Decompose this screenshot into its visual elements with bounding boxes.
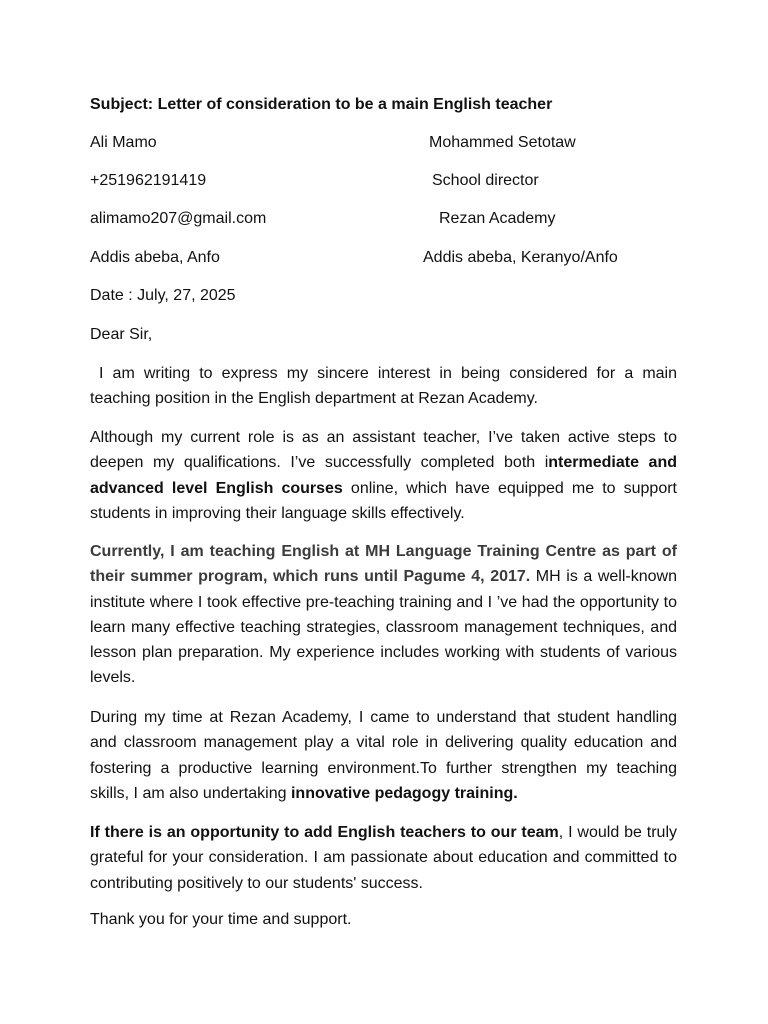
paragraph-rezan-experience xyxy=(90,705,677,806)
paragraph-opportunity-bold: If there is an opportunity to add English teachers to our team xyxy=(90,824,559,841)
paragraph-current-role-text: MH is a well-known institute where I took effective pre-teaching training and I ’ve had the opportunity to learn many effective teaching strategies, classroom management techniques, and lesson plan preparation. My experience includes working with students of various levels. xyxy=(90,568,677,687)
paragraph-opportunity xyxy=(90,820,677,896)
recipient-name: Mohammed Setotaw xyxy=(429,134,576,151)
recipient-organization: Rezan Academy xyxy=(439,210,556,227)
closing-line: Thank you for your time and support. xyxy=(90,911,352,928)
paragraph-qualifications-bold: ntermediate and advanced level English courses xyxy=(90,454,677,497)
paragraph-qualifications-text-a: Although my current role is as an assistant teacher, I’ve taken active steps to deepen my qualifications. I’ve successfully completed both i xyxy=(90,429,677,472)
sender-name: Ali Mamo xyxy=(90,134,157,151)
paragraph-opportunity-text: , I would be truly grateful for your consideration. I am passionate about education and committed to contributing positively to our students' success. xyxy=(90,824,677,892)
sender-address: Addis abeba, Anfo xyxy=(90,249,220,266)
paragraph-qualifications-text-b: online, which have equipped me to support students in improving their language skills effectively. xyxy=(90,479,677,522)
sender-phone: +251962191419 xyxy=(90,172,207,189)
salutation: Dear Sir, xyxy=(90,326,153,343)
sender-email: alimamo207@gmail.com xyxy=(90,210,267,227)
paragraph-rezan-experience-text: During my time at Rezan Academy, I came to understand that student handling and classroom management play a vital role in delivering quality education and fostering a productive learning environment.To further strengthen my teaching skills, I am also undertaking xyxy=(90,709,677,802)
paragraph-intro-text: I am writing to express my sincere interest in being considered for a main teaching position in the English department at Rezan Academy. xyxy=(90,365,677,408)
recipient-address: Addis abeba, Keranyo/Anfo xyxy=(423,249,618,266)
paragraph-current-role xyxy=(90,539,677,691)
paragraph-qualifications xyxy=(90,425,677,526)
paragraph-rezan-experience-bold: innovative pedagogy training. xyxy=(290,784,518,802)
recipient-title: School director xyxy=(432,172,539,189)
subject-line: Subject: Letter of consideration to be a main English teacher xyxy=(90,96,553,113)
letter-date: Date : July, 27, 2025 xyxy=(90,287,236,304)
paragraph-current-role-bold: Currently, I am teaching English at MH Language Training Centre as part of their summer program, which runs until Pagume 4, 2017. xyxy=(90,543,677,586)
paragraph-intro xyxy=(90,361,677,412)
